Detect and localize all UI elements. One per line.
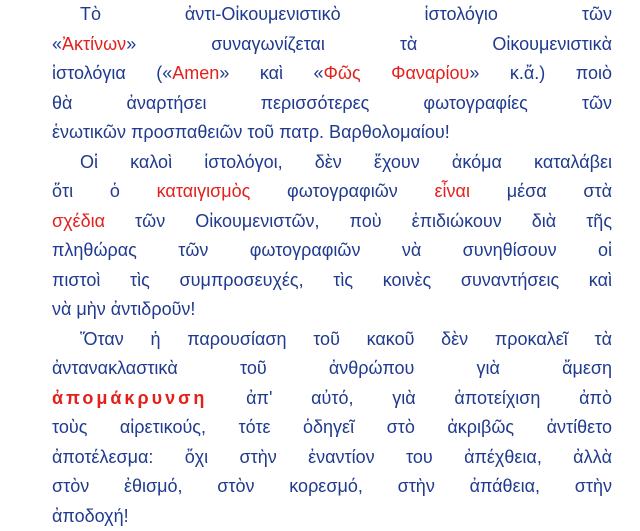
highlighted-text: καταιγισμὸς (157, 181, 251, 201)
text-line (52, 295, 612, 325)
highlighted-text: Ἀκτίνων (62, 34, 126, 54)
highlighted-text: εἶναι (435, 181, 470, 201)
paragraph (52, 325, 612, 531)
text-segment: Οἱ καλοὶ ἱστολόγοι, δὲν ἔχουν ἀκόμα καταλάβει (80, 152, 612, 172)
text-segment: » καὶ « (219, 63, 323, 83)
text-segment: » κ.ἄ.) ποιὸ (469, 63, 612, 83)
highlighted-text: ἀπομάκρυνση (52, 388, 207, 408)
highlighted-text: Amen (172, 63, 219, 83)
text-segment: πληθώρας τῶν φωτογραφιῶν νὰ συνηθίσουν οἱ (52, 240, 612, 260)
text-segment: στὸν ἐθισμό, στὸν κορεσμό, στὴν ἀπάθεια, στὴν (52, 476, 612, 496)
text-segment: Ὅταν ἡ παρουσίαση τοῦ κακοῦ δὲν προκαλεῖ τὰ (80, 329, 612, 349)
paragraph (52, 148, 612, 325)
text-segment: μέσα στὰ (470, 181, 612, 201)
text-segment: ἑνωτικῶν προσπαθειῶν τοῦ πατρ. Βαρθολομαίου! (52, 122, 450, 142)
text-segment: « (52, 34, 62, 54)
text-line (52, 384, 612, 414)
text-segment: ἱστολόγια (« (52, 63, 172, 83)
text-segment: Τὸ ἀντι-Οἰκουμενιστικὸ ἱστολόγιο τῶν (80, 4, 612, 24)
text-line (52, 177, 612, 207)
text-segment: πιστοὶ τὶς συμπροσευχές, τὶς κοινὲς συναντήσεις καὶ (52, 270, 612, 290)
text-line (52, 266, 612, 296)
text-segment: νὰ μὴν ἀντιδροῦν! (52, 299, 195, 319)
text-line (52, 472, 612, 502)
text-segment: ἀποδοχή! (52, 506, 129, 526)
text-segment: ἀντανακλαστικὰ τοῦ ἀνθρώπου γιὰ ἄμεση (52, 358, 612, 378)
text-line (52, 236, 612, 266)
text-line (52, 118, 612, 148)
text-segment: θὰ ἀναρτήσει περισσότερες φωτογραφίες τῶν (52, 93, 612, 113)
text-line (52, 354, 612, 384)
highlighted-text: Φῶς Φαναρίου (324, 63, 470, 83)
text-line (52, 59, 612, 89)
text-segment: φωτογραφιῶν (250, 181, 434, 201)
text-line (52, 0, 612, 30)
text-line (52, 89, 612, 119)
text-line (52, 30, 612, 60)
text-line (52, 502, 612, 531)
text-line (52, 325, 612, 355)
text-line (52, 443, 612, 473)
text-line (52, 207, 612, 237)
text-segment: » συναγωνίζεται τὰ Οἰκουμενιστικὰ (126, 34, 612, 54)
text-segment: τοὺς αἱρετικούς, τότε ὁδηγεῖ στὸ ἀκριβῶς ἀντίθετο (52, 417, 612, 437)
text-segment: ὅτι ὁ (52, 181, 157, 201)
article-body (52, 0, 612, 531)
paragraph (52, 0, 612, 148)
highlighted-text: σχέδια (52, 211, 105, 231)
text-line (52, 413, 612, 443)
text-line (52, 148, 612, 178)
text-segment: ἀπ' αὐτό, γιὰ ἀποτείχιση ἀπὸ (207, 388, 612, 408)
text-segment: ἀποτέλεσμα: ὄχι στὴν ἐναντίον του ἀπέχθεια, ἀλλὰ (52, 447, 612, 467)
text-segment: τῶν Οἰκουμενιστῶν, ποὺ ἐπιδιώκουν διὰ τῆς (105, 211, 612, 231)
